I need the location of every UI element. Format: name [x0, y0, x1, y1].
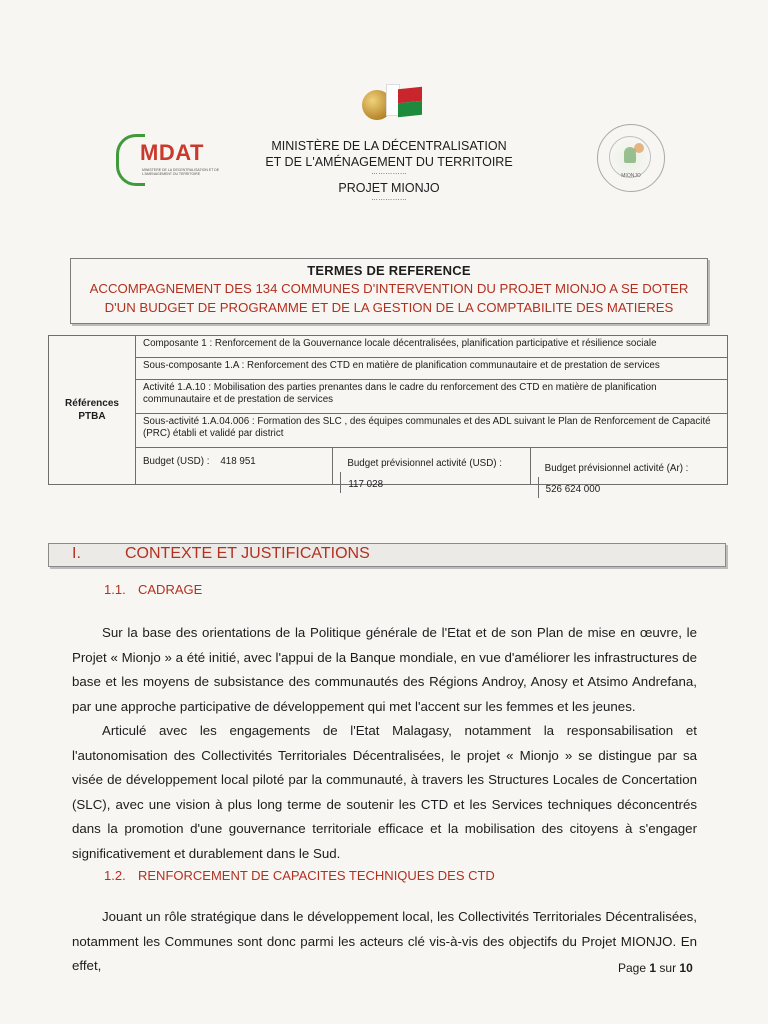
mdat-logo-text: MDAT — [140, 140, 204, 165]
budget-activite-usd-label: Budget prévisionnel activité (USD) : — [347, 458, 502, 469]
document-type-heading: TERMES DE REFERENCE — [307, 263, 471, 278]
madagascar-emblem-icon — [362, 80, 426, 130]
subsection-1-2 — [104, 868, 495, 883]
budget-activite-ar — [530, 448, 727, 495]
page-sur: sur — [659, 961, 677, 975]
mdat-logo-caption: MINISTERE DE LA DECENTRALISATION ET DE L'AMENAGEMENT DU TERRITOIRE — [142, 168, 220, 176]
ministry-header — [254, 138, 524, 202]
ptba-label: Références PTBA — [49, 336, 136, 485]
mionjo-logo-label: MIONJO — [621, 173, 641, 179]
project-name: PROJET MIONJO — [338, 181, 440, 195]
subsection-number: 1.1. — [104, 582, 126, 597]
budget-usd-label: Budget (USD) : — [143, 456, 210, 467]
title-box — [70, 258, 708, 324]
budget-row — [136, 448, 728, 495]
sous-composante-cell: Sous-composante 1.A : Renforcement des CTD en matière de planification communautaire et de prestation de services — [136, 358, 728, 380]
mionjo-logo — [597, 124, 665, 192]
page-footer — [618, 961, 693, 975]
body-paragraphs-2 — [72, 905, 697, 979]
ministry-line-1: MINISTÈRE DE LA DÉCENTRALISATION — [271, 139, 507, 153]
composante-cell: Composante 1 : Renforcement de la Gouvernance locale décentralisées, planification participative et résilience sociale — [136, 336, 728, 358]
section-title: CONTEXTE ET JUSTIFICATIONS — [125, 545, 370, 562]
budget-usd — [136, 448, 332, 484]
separator-dots-2: …………… — [371, 195, 407, 202]
subsection-title: CADRAGE — [138, 582, 203, 597]
sun-icon — [634, 143, 644, 153]
title-line-1: ACCOMPAGNEMENT DES 134 COMMUNES D'INTERVENTION DU PROJET MIONJO A SE DOTER — [89, 281, 689, 296]
mdat-logo — [116, 130, 226, 186]
paragraph-1: Sur la base des orientations de la Politique générale de l'Etat et de son Plan de mise en œuvre, le Projet « Mionjo » a été initié, avec l'appui de la Banque mondiale, en vue d'améliorer les infrastructures de base et les moyens de subsistance des communautés des Régions Androy, Anosy et Atsimo Andrefana, par une approche participative de développement qui met l'accent sur les femmes et les jeunes. — [72, 625, 697, 714]
subsection-1-1 — [104, 582, 202, 597]
budget-activite-usd-value: 117 028 — [340, 472, 522, 493]
paragraph-2: Articulé avec les engagements de l'Etat Malagasy, notamment la responsabilisation et l'autonomisation des Collectivités Territoriales Décentralisées, le projet « Mionjo » se distingue par sa visée de développement local piloté par la communauté, à travers les Structures Locales de Concertation (SLC), avec une vision à plus long terme de soutenir les CTD et les Services techniques déconcentrés dans la promotion d'une gouvernance territoriale efficace et la mobilisation des citoyens à s'engager significativement et durablement dans le Sud. — [72, 723, 697, 861]
page-number: 1 — [649, 961, 657, 975]
body-paragraphs-1 — [72, 621, 697, 866]
ptba-references-table — [48, 335, 728, 495]
paragraph-3: Jouant un rôle stratégique dans le développement local, les Collectivités Territoriales Décentralisées, notamment les Communes sont donc parmi les acteurs clé vis-à-vis des objectifs du Projet MIONJO. En effet, — [72, 909, 697, 973]
budget-usd-value: 418 951 — [220, 456, 256, 467]
subsection-title: RENFORCEMENT DE CAPACITES TECHNIQUES DES CTD — [138, 868, 495, 883]
section-number: I. — [72, 545, 81, 562]
separator-dots: …………… — [371, 169, 407, 176]
activite-cell: Activité 1.A.10 : Mobilisation des parties prenantes dans le cadre du renforcement des CTD en matière de planification communautaire et de prestation de services — [136, 380, 728, 414]
ministry-line-2: ET DE L'AMÉNAGEMENT DU TERRITOIRE — [265, 155, 513, 169]
budget-activite-ar-value: 526 624 000 — [538, 477, 720, 498]
sous-activite-cell: Sous-activité 1.A.04.006 : Formation des SLC , des équipes communales et des ADL suivant le Plan de Renforcement de Capacité (PRC) établi et validé par district — [136, 414, 728, 448]
budget-activite-ar-label: Budget prévisionnel activité (Ar) : — [544, 463, 689, 474]
page-label: Page — [618, 961, 647, 975]
subsection-number: 1.2. — [104, 868, 126, 883]
title-line-2: D'UN BUDGET DE PROGRAMME ET DE LA GESTION DE LA COMPTABILITE DES MATIERES — [104, 300, 674, 315]
budget-activite-usd — [332, 448, 529, 490]
page-total: 10 — [679, 961, 693, 975]
section-heading — [48, 543, 726, 567]
